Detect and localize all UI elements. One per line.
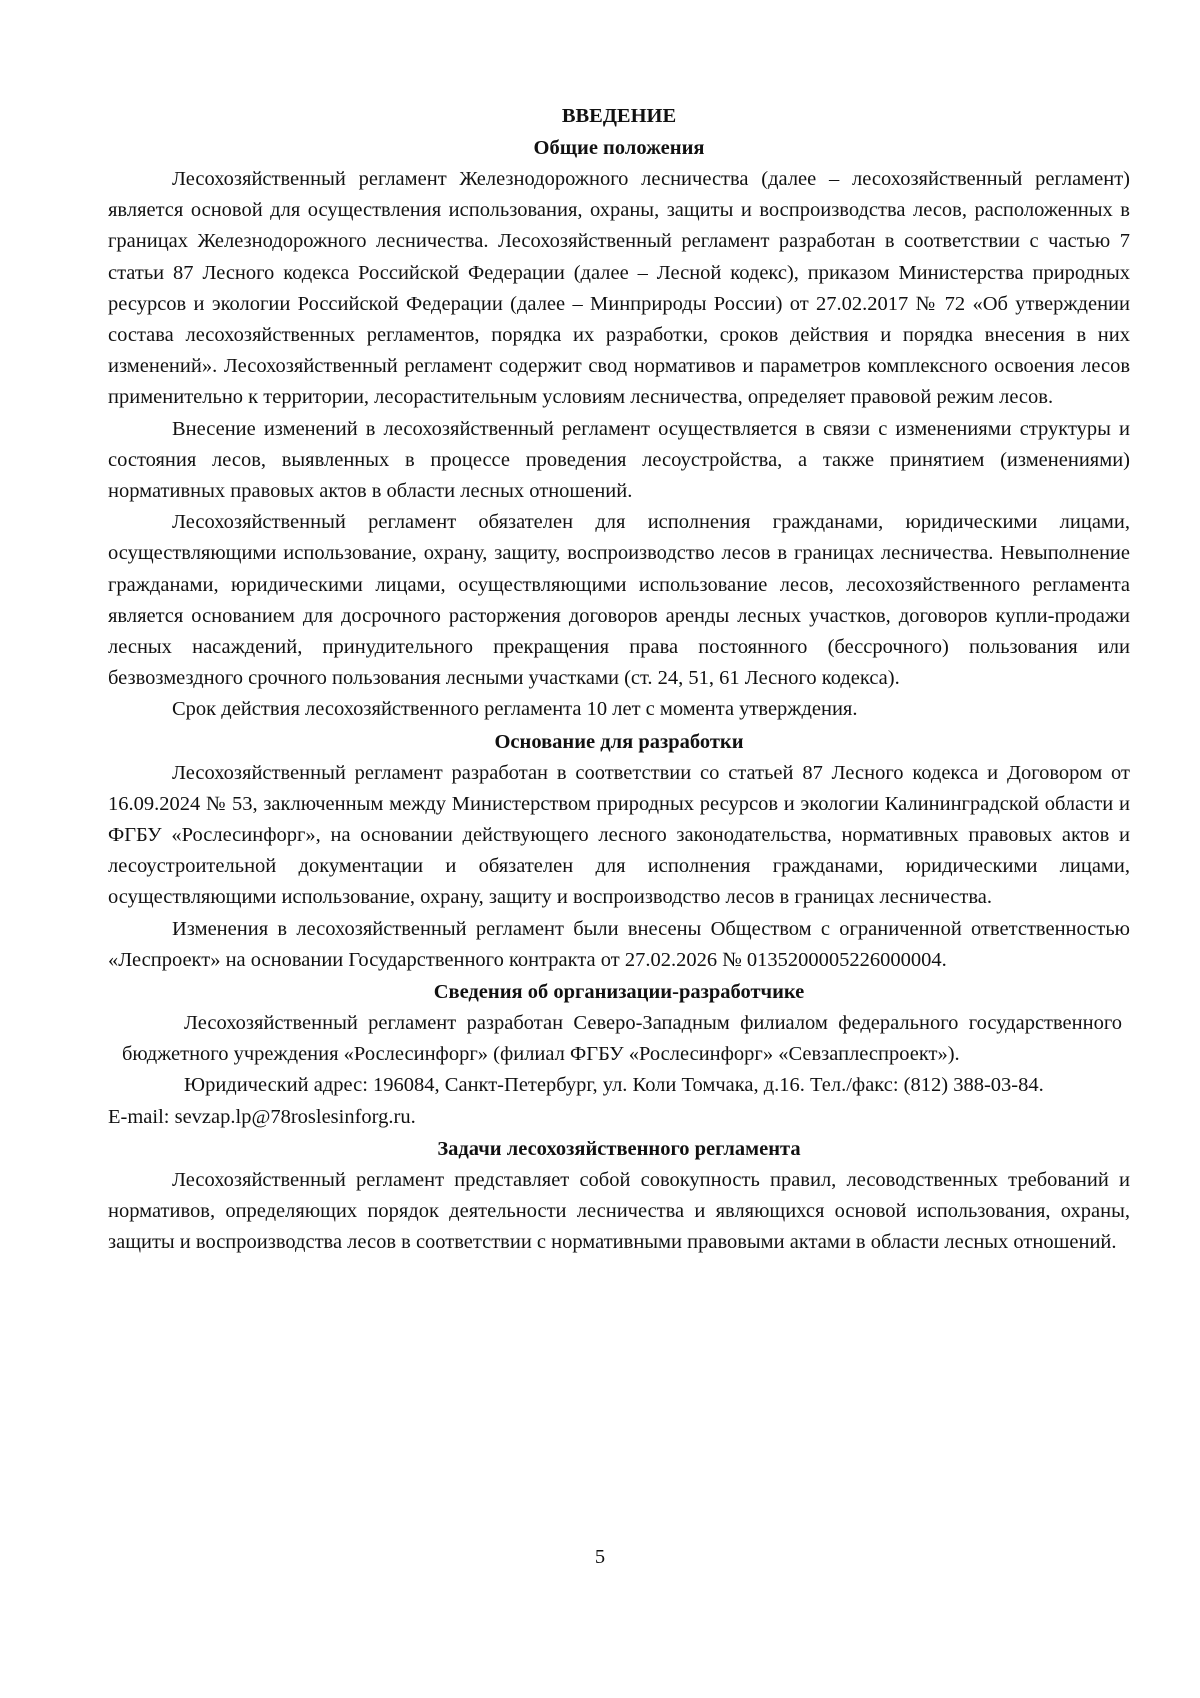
tasks-paragraph-1: Лесохозяйственный регламент представляет собой совокупность правил, лесоводственных требований и нормативов, определяющих порядок деятельности лесничества и являющихся основой использования, охраны, защиты и воспроизводства лесов в соответствии с нормативными правовыми актами в области лесных отношений. (108, 1168, 1130, 1254)
developer-paragraph-1: Лесохозяйственный регламент разработан Северо-Западным филиалом федерального государственного бюджетного учреждения «Рослесинфорг» (филиал ФГБУ «Рослесинфорг» «Севзаплеспроект»). (122, 1012, 1122, 1066)
basis-paragraph-2: Изменения в лесохозяйственный регламент были внесены Обществом с ограниченной ответственностью «Леспроект» на основании Государственного контракта от 27.02.2026 № 0135200005226000004. (108, 917, 1130, 971)
developer-heading: Сведения об организации-разработчике (433, 981, 805, 1004)
intro-paragraph-3: Лесохозяйственный регламент обязателен для исполнения гражданами, юридическими лицами, осуществляющими использование, охрану, защиту, воспроизводство лесов в границах лесничества. Невыполнение гражданами, юридическими лицами, осуществляющими использование лесов, лесохозяйственного регламента является основанием для досрочного расторжения договоров аренды лесных участков, договоров купли-продажи лесных насаждений, принудительного прекращения права постоянного (бессрочного) пользования или безвозмездного срочного пользования лесными участками (ст. 24, 51, 61 Лесного кодекса). (108, 511, 1130, 690)
intro-paragraph-2: Внесение изменений в лесохозяйственный регламент осуществляется в связи с изменениями структуры и состояния лесов, выявленных в процессе проведения лесоустройства, а также принятием (изменениями) нормативных правовых актов в области лесных отношений. (108, 417, 1130, 503)
developer-address: Юридический адрес: 196084, Санкт-Петербург, ул. Коли Томчака, д.16. Тел./факс: (812) 388-03-84. (184, 1074, 1044, 1097)
developer-email: E-mail: sevzap.lp@78roslesinforg.ru. (108, 1105, 416, 1128)
section-title: ВВЕДЕНИЕ (561, 105, 677, 127)
tasks-heading: Задачи лесохозяйственного регламента (437, 1137, 801, 1160)
document-page (108, 100, 1130, 1258)
intro-paragraph-1: Лесохозяйственный регламент Железнодорожного лесничества (далее – лесохозяйственный регламент) является основой для осуществления использования, охраны, защиты и воспроизводства лесов, расположенных в границах Железнодорожного лесничества. Лесохозяйственный регламент разработан в соответствии с частью 7 статьи 87 Лесного кодекса Российской Федерации (далее – Лесной кодекс), приказом Министерства природных ресурсов и экологии Российской Федерации (далее – Минприроды России) от 27.02.2017 № 72 «Об утверждении состава лесохозяйственных регламентов, порядка их разработки, сроков действия и порядка внесения в них изменений». Лесохозяйственный регламент содержит свод нормативов и параметров комплексного освоения лесов применительно к территории, лесорастительным условиям лесничества, определяет правовой режим лесов. (108, 168, 1130, 409)
developer-info (122, 1008, 1122, 1102)
intro-paragraph-4: Срок действия лесохозяйственного регламента 10 лет с момента утверждения. (172, 698, 858, 721)
basis-paragraph-1: Лесохозяйственный регламент разработан в соответствии со статьей 87 Лесного кодекса и Договором от 16.09.2024 № 53, заключенным между Министерством природных ресурсов и экологии Калининградской области и ФГБУ «Рослесинфорг», на основании действующего лесного законодательства, нормативных правовых актов и лесоустроительной документации и обязателен для исполнения гражданами, юридическими лицами, осуществляющими использование, охрану, защиту и воспроизводство лесов в границах лесничества. (108, 761, 1130, 909)
page-number: 5 (594, 1546, 606, 1568)
general-provisions-heading: Общие положения (533, 137, 705, 159)
basis-heading: Основание для разработки (494, 730, 744, 753)
